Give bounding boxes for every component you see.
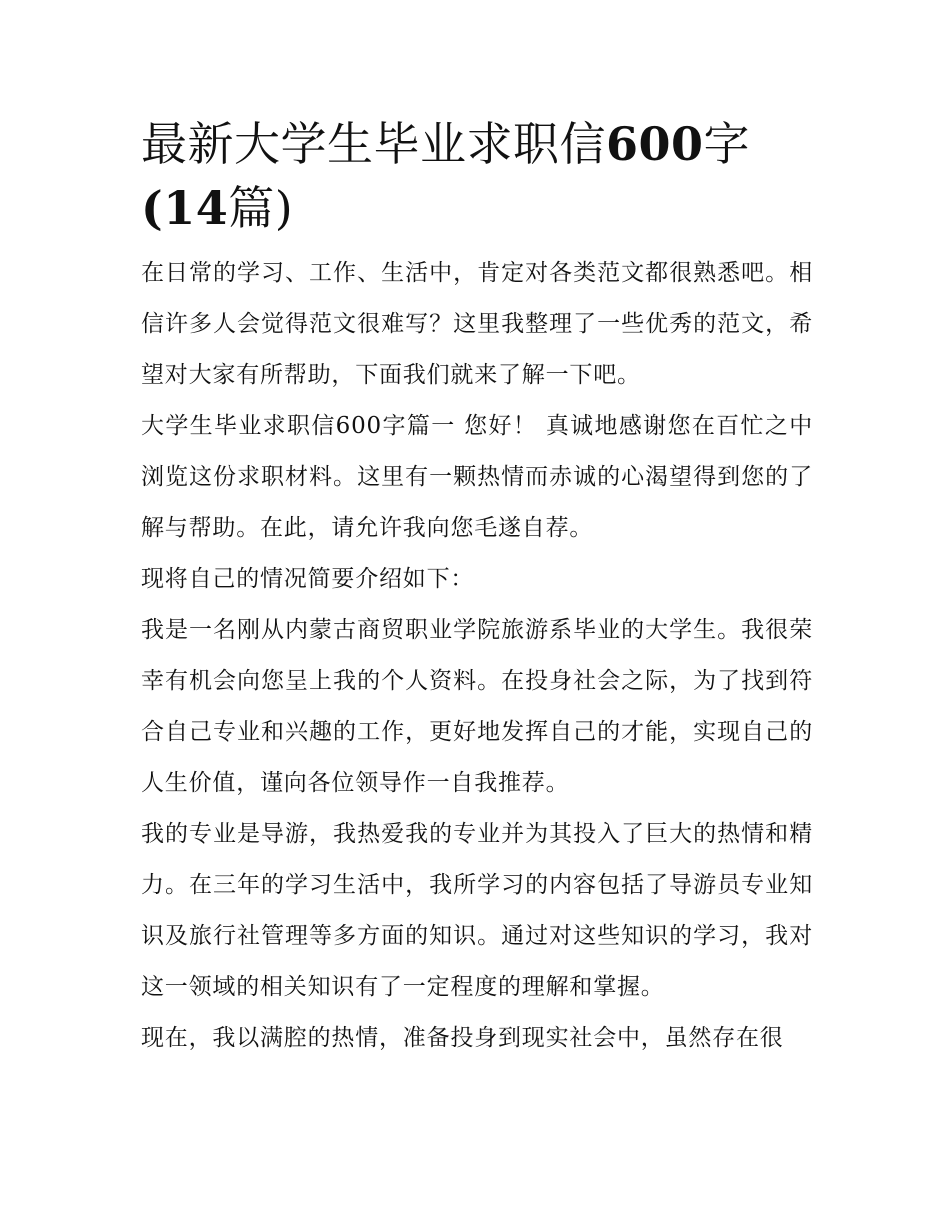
paragraph-major: 我的专业是导游，我热爱我的专业并为其投入了巨大的热情和精力。在三年的学习生活中，我所学习的内容包括了导游员专业知识及旅行社管理等多方面的知识。通过对这些知识的学习，我对这一领域的相关知识有了一定程度的理解和掌握。 xyxy=(141,821,813,1000)
document-content xyxy=(141,112,813,1064)
paragraph-self-introduction: 我是一名刚从内蒙古商贸职业学院旅游系毕业的大学生。我很荣幸有机会向您呈上我的个人资料。在投身社会之际，为了找到符合自己专业和兴趣的工作，更好地发挥自己的才能，实现自己的人生价值，谨向各位领导作一自我推荐。 xyxy=(141,617,813,796)
title-text-1: 最新大学生毕业求职信 xyxy=(141,117,606,171)
title-number-1: 600 xyxy=(606,117,704,171)
title-text-3: 篇) xyxy=(228,181,294,235)
title-text-2: 字 xyxy=(703,117,751,171)
paragraph-intro: 在日常的学习、工作、生活中，肯定对各类范文都很熟悉吧。相信许多人会觉得范文很难写？这里我整理了一些优秀的范文，希望对大家有所帮助，下面我们就来了解一下吧。 xyxy=(141,260,813,388)
document-title xyxy=(141,112,813,240)
paragraph-letter-opening: 大学生毕业求职信600字篇一 您好！ 真诚地感谢您在百忙之中浏览这份求职材料。这里有一颗热情而赤诚的心渴望得到您的了解与帮助。在此，请允许我向您毛遂自荐。 xyxy=(141,413,813,541)
paragraph-current: 现在，我以满腔的热情，准备投身到现实社会中，虽然存在很 xyxy=(141,1025,784,1051)
paragraph-introduction-line: 现将自己的情况简要介绍如下： xyxy=(141,566,475,592)
title-number-2: (14 xyxy=(141,181,229,235)
